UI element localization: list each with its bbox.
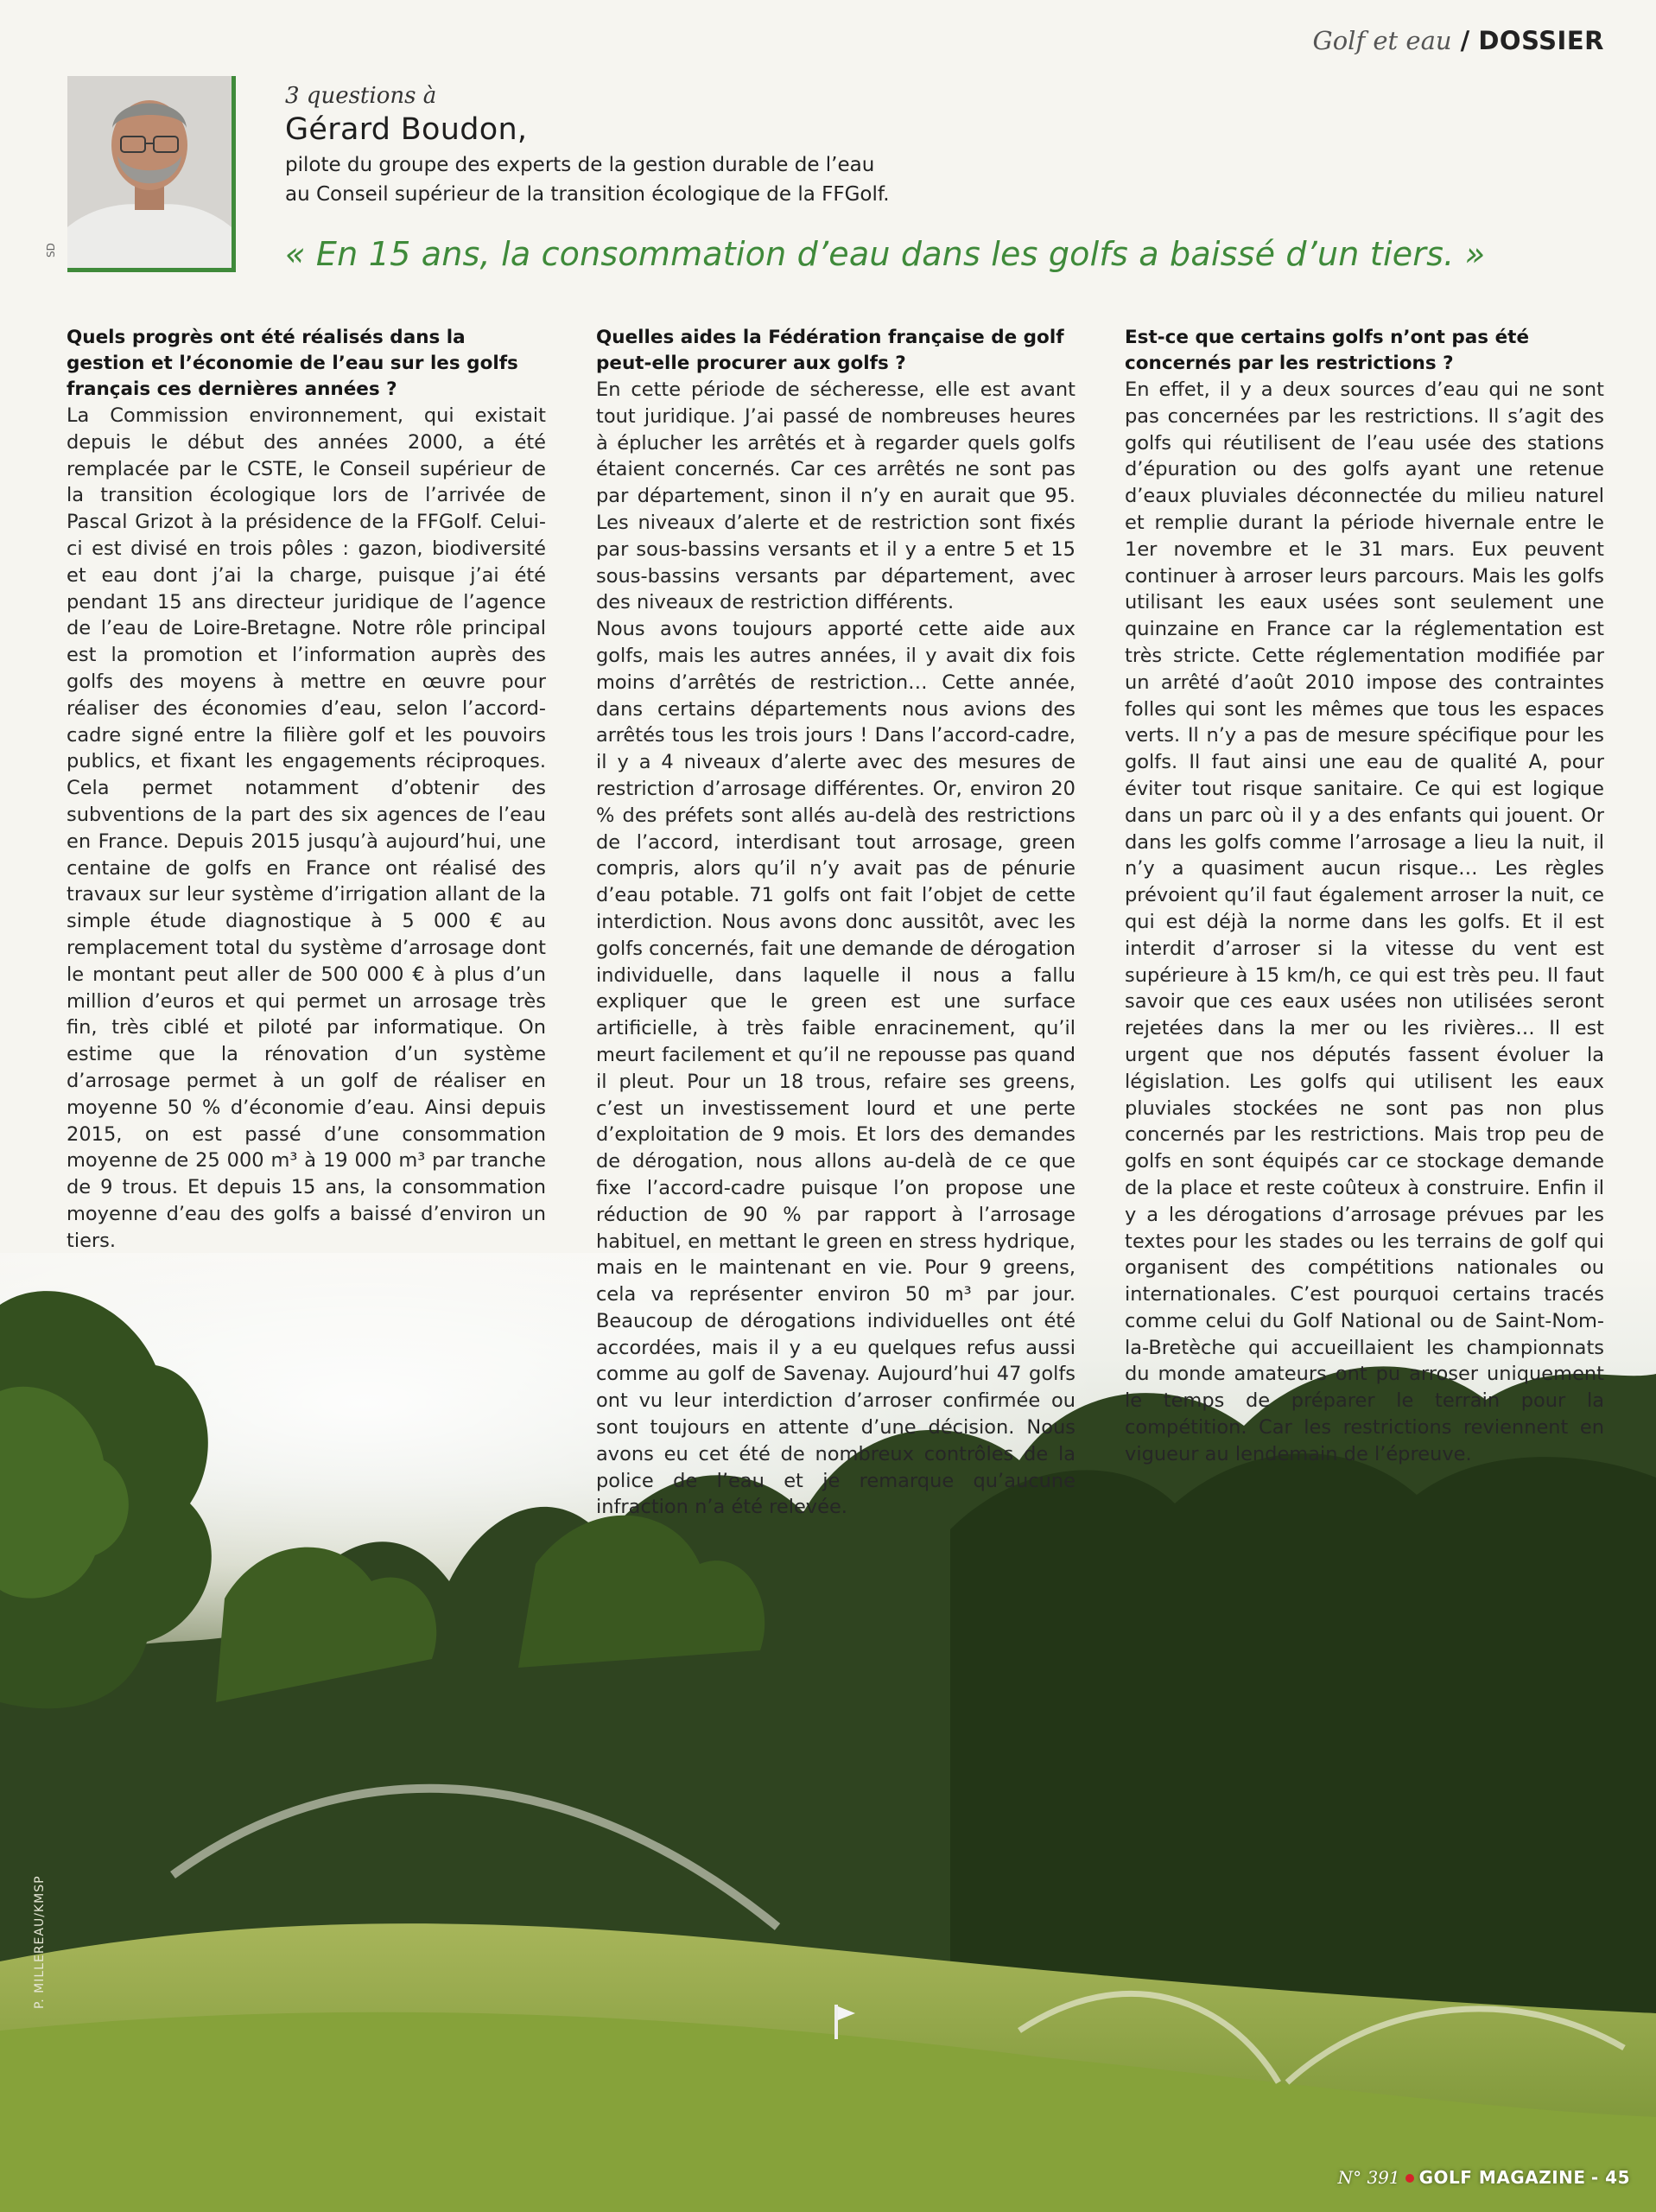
portrait-illustration	[67, 76, 232, 268]
interviewee-name: Gérard Boudon,	[285, 112, 528, 147]
page-number: - 45	[1590, 2167, 1630, 2188]
page-folio	[1338, 2167, 1630, 2188]
rubric: Golf et eau	[1312, 26, 1452, 55]
interview-question: Quelles aides la Fédération française de golf peut-elle procurer aux golfs ?	[596, 327, 1064, 374]
interview-question: Est-ce que certains golfs n’ont pas été concernés par les restrictions ?	[1125, 327, 1530, 374]
interview-answer: En cette période de sécheresse, elle est avant tout juridique. J’ai passé de nombreuses heures à éplucher les arrêtés et à regarder quels golfs étaient concernés. Car ces arrêtés ne sont pas par département, sinon il n’y en aurait que 95. Les niveaux d’alerte et de restriction sont fixés par sous-bassins versants et il y a entre 5 et 15 sous-bassins versants par département, avec des niveaux de restriction différents.	[596, 378, 1075, 614]
section-title: DOSSIER	[1478, 26, 1604, 55]
interview-question: Quels progrès ont été réalisés dans la gestion et l’économie de l’eau sur les golfs français ces dernières années ?	[67, 327, 518, 400]
role-line-1: pilote du groupe des experts de la gestion durable de l’eau	[285, 154, 875, 176]
role-line-2: au Conseil supérieur de la transition écologique de la FFGolf.	[285, 183, 890, 206]
interviewee-role	[285, 150, 890, 209]
pull-quote: « En 15 ans, la consommation d’eau dans les golfs a baissé d’un tiers. »	[285, 235, 1486, 273]
photo-credit: P. MILLEREAU/KMSP	[33, 1875, 47, 2009]
magazine-name: GOLF MAGAZINE	[1418, 2167, 1586, 2188]
portrait-credit: SD	[45, 243, 57, 257]
interview-answer: Nous avons toujours apporté cette aide aux golfs, mais les autres années, il y avait dix fois moins d’arrêtés de restriction… Cette année, dans certains départements nous avions des arrêtés tous les trois jours ! Dans l’accord-cadre, il y a 4 niveaux d’alerte avec des mesures de restriction d’arrosage différentes. Or, environ 20 % des préfets sont allés au-delà des restrictions de l’accord, interdisant tout arrosage, green compris, alors qu’il n’y avait pas de pénurie d’eau potable. 71 golfs ont fait l’objet de cette interdiction. Nous avons donc aussitôt, avec les golfs concernés, fait une demande de dérogation individuelle, dans laquelle il nous a fallu expliquer que le green est une surface artificielle, à très faible enracinement, qu’il meurt facilement et qu’il ne repousse pas quand il pleut. Pour un 18 trous, refaire ses greens, c’est un investissement lourd et une perte d’exploitation de 9 mois. Et lors des demandes de dérogation, nous allons au-delà de ce que fixe l’accord-cadre puisque l’on propose une réduction de 90 % par rapport à l’arrosage habituel, en mettant le green en stress hydrique, mais en le maintenant en vie. Pour 9 greens, cela va représenter environ 50 m³ par jour. Beaucoup de dérogations individuelles ont été accordées, mais il y a eu quelques refus aussi comme au golf de Savenay. Aujourd’hui 47 golfs ont vu leur interdiction d’arroser confirmée ou sont toujours en attente d’une décision. Nous avons eu cet été de nombreux contrôles de la police de l’eau et je remarque qu’aucune infraction n’a été relevée.	[596, 618, 1075, 1519]
section-header	[1313, 26, 1604, 55]
article-column-1	[67, 325, 546, 1255]
intro-kicker: 3 questions à	[285, 83, 437, 109]
folio-dot-icon	[1405, 2174, 1414, 2183]
article-column-3	[1125, 325, 1604, 1468]
interview-answer: En effet, il y a deux sources d’eau qui ne sont pas concernées par les restrictions. Il s’agit des golfs qui réutilisent de l’eau usée des stations d’épuration ou des golfs ayant une retenue d’eaux pluviales déconnectée du milieu naturel et remplie durant la période hivernale entre le 1er novembre et le 31 mars. Eux peuvent continuer à arroser leurs parcours. Mais les golfs utilisant les eaux usées sont seulement une quinzaine en France car la réglementation est très stricte. Cette réglementation modifiée par un arrêté d’août 2010 impose des contraintes folles qui sont les mêmes que tous les espaces verts. Il n’y a pas de mesure spécifique pour les golfs. Il faut ainsi une eau de qualité A, pour éviter tout risque sanitaire. Ce qui est logique dans un parc où il y a des enfants qui jouent. Or dans les golfs comme l’arrosage a lieu la nuit, il n’y a quasiment aucun risque… Les règles prévoient qu’il faut également arroser la nuit, ce qui est déjà la norme dans les golfs. Et il est interdit d’arroser si la vitesse du vent est supérieure à 15 km/h, ce qui est très peu. Il faut savoir que ces eaux usées non utilisées seront rejetées dans la mer ou les rivières… Il est urgent que nos députés fassent évoluer la législation. Les golfs qui utilisent les eaux pluviales stockées ne sont pas non plus concernés par les restrictions. Mais trop peu de golfs en sont équipés car ce stockage demande de la place et reste coûteux à construire. Enfin il y a les dérogations d’arrosage prévues par les textes pour les stades ou les terrains de golf qui organisent des compétitions nationales ou internationales. C’est pourquoi certains tracés comme celui du Golf National ou de Saint-Nom-la-Bretèche qui accueillaient les championnats du monde amateurs ont pu arroser uniquement le temps de préparer le terrain pour la compétition. Car les restrictions reviennent en vigueur au lendemain de l’épreuve.	[1125, 378, 1604, 1465]
article-column-2	[596, 325, 1075, 1521]
rubric-separator: /	[1451, 26, 1479, 55]
issue-number: N° 391	[1337, 2167, 1400, 2188]
portrait-photo	[67, 76, 236, 272]
interview-intro	[285, 83, 890, 209]
interview-answer: La Commission environnement, qui existait depuis le début des années 2000, a été remplacée par le CSTE, le Conseil supérieur de la transition écologique lors de l’arrivée de Pascal Grizot à la présidence de la FFGolf. Celui-ci est divisé en trois pôles : gazon, biodiversité et eau dont j’ai la charge, puisque j’ai été pendant 15 ans directeur juridique de l’agence de l’eau de Loire-Bretagne. Notre rôle principal est la promotion et l’information auprès des golfs des moyens à mettre en œuvre pour réaliser des économies d’eau, selon l’accord-cadre signé entre la filière golf et les pouvoirs publics, et fixant les engagements réciproques. Cela permet notamment d’obtenir des subventions de la part des six agences de l’eau en France. Depuis 2015 jusqu’à aujourd’hui, une centaine de golfs en France ont réalisé des travaux sur leur système d’irrigation allant de la simple étude diagnostique à 5 000 € au remplacement total du système d’arrosage dont le montant peut aller de 500 000 € à plus d’un million d’euros et qui permet un arrosage très fin, très ciblé et piloté par informatique. On estime que la rénovation d’un système d’arrosage permet à un golf de réaliser en moyenne 50 % d’économie d’eau. Ainsi depuis 2015, on est passé d’une consommation moyenne de 25 000 m³ à 19 000 m³ par tranche de 9 trous. Et depuis 15 ans, la consommation moyenne d’eau des golfs a baissé d’environ un tiers.	[67, 404, 546, 1252]
